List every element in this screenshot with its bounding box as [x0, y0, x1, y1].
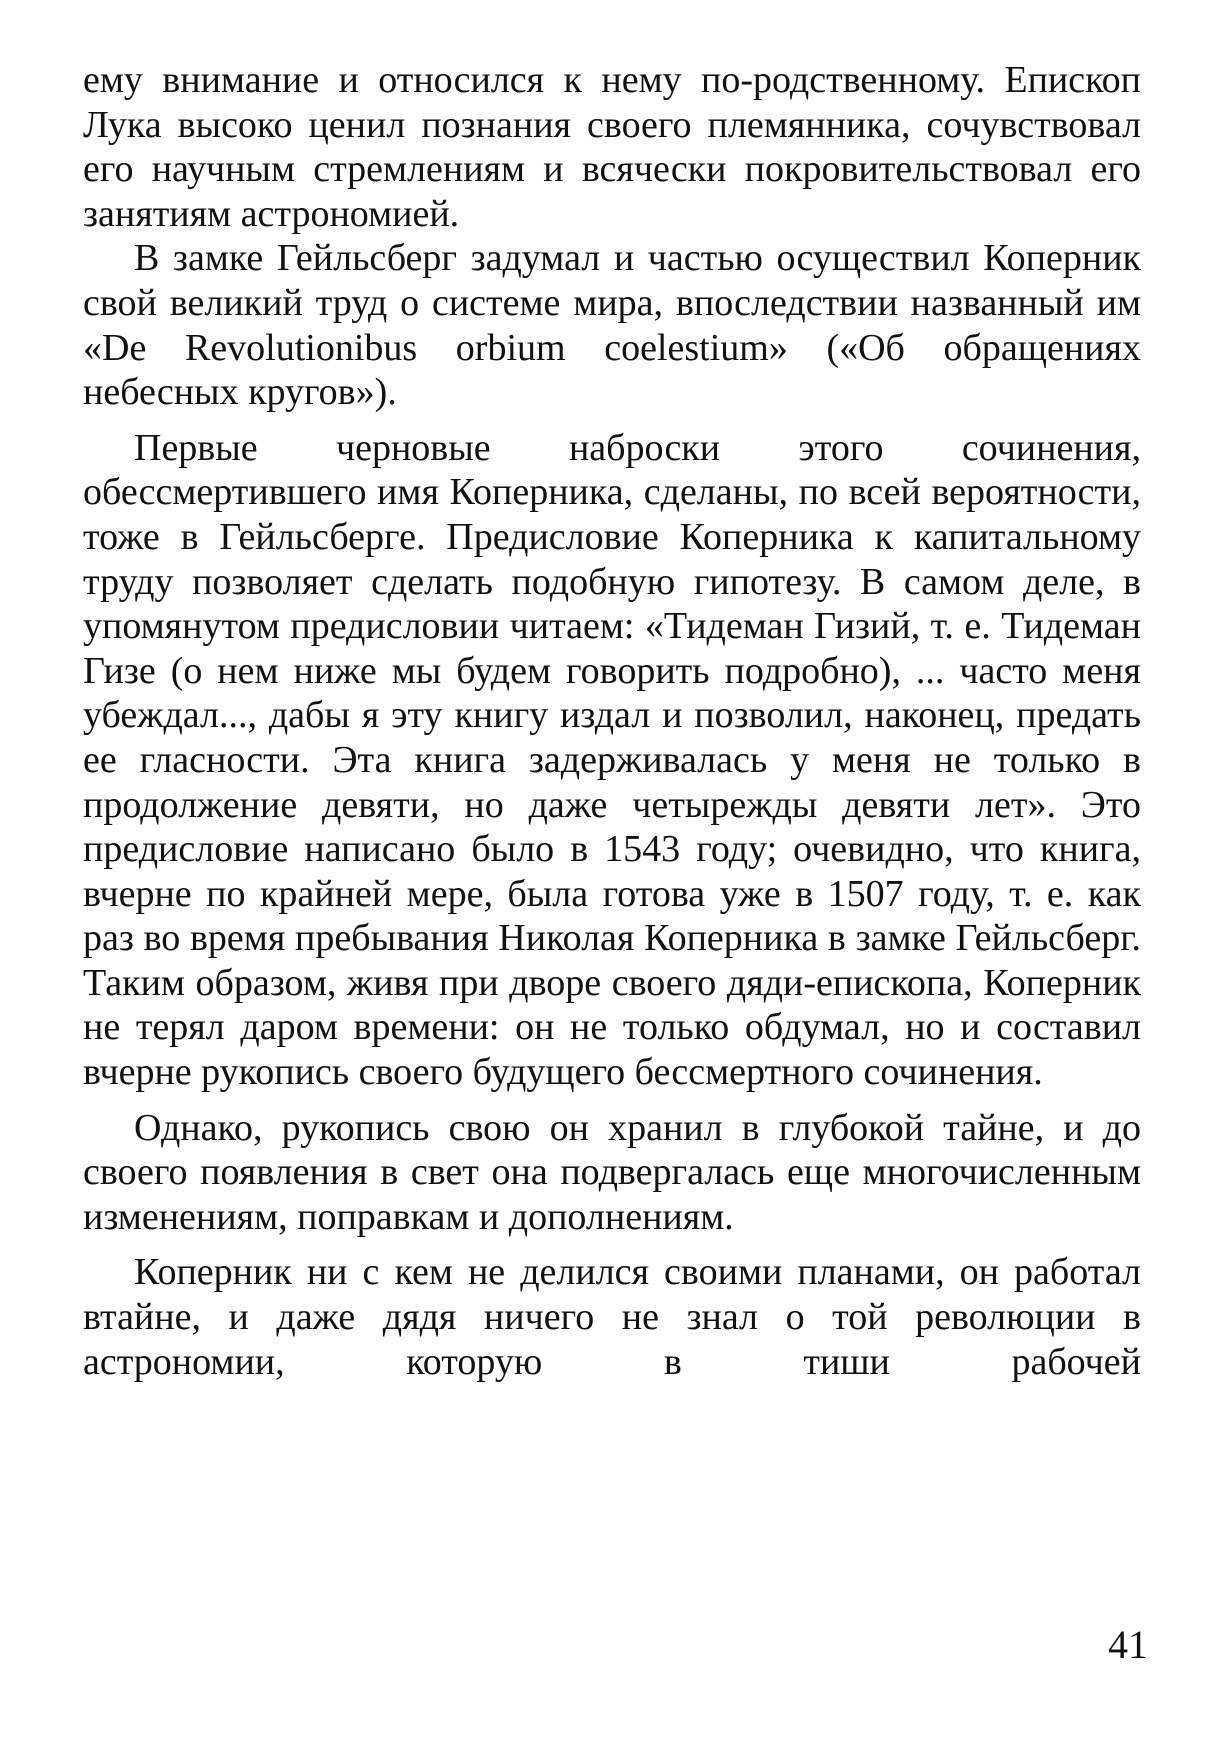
paragraph-1: ему внимание и относился к нему по-родственному. Епископ Лука высоко ценил познания своего племянника, сочувствовал его научным стремлениям и всячески покровительствовал его занятиям астрономией.	[83, 59, 1141, 235]
paragraph-3: Первые черновые наброски этого сочинения, обессмертившего имя Коперника, сделаны, по всей вероятности, тоже в Гейльсберге. Предисловие Коперника к капитальному труду позволяет сделать подобную гипотезу. В самом деле, в упомянутом предисловии читаем: «Тидеман Гизий, т. е. Тидеман Гизе (о нем ниже мы будем говорить подробно), ... часто меня убеждал..., дабы я эту книгу издал и позволил, наконец, предать ее гласности. Эта книга задерживалась у меня не только в продолжение девяти, но даже четырежды девяти лет». Это предисловие написано было в 1543 году; очевидно, что книга, вчерне по крайней мере, была готова уже в 1507 году, т. е. как раз во время пребывания Николая Коперника в замке Гейльсберг. Таким образом, живя при дворе своего дяди-епископа, Коперник не терял даром времени: он не только обдумал, но и составил вчерне рукопись своего будущего бессмертного сочинения.	[83, 426, 1141, 1094]
page-body	[83, 58, 1141, 1384]
paragraph-2: В замке Гейльсберг задумал и частью осуществил Коперник свой великий труд о системе мира, впоследствии названный им «De Revolutionibus orbium coelestium» («Об обращениях небесных кругов»).	[83, 237, 1141, 414]
paragraph-4: Однако, рукопись свою он хранил в глубокой тайне, и до своего появления в свет она подвергалась еще многочисленным изменениям, поправкам и дополнениям.	[83, 1106, 1141, 1238]
paragraph-5: Коперник ни с кем не делился своими планами, он работал втайне, и даже дядя ничего не знал о той революции в астрономии, которую в тиши рабочей	[83, 1251, 1141, 1383]
page-number: 41	[1108, 1622, 1148, 1667]
